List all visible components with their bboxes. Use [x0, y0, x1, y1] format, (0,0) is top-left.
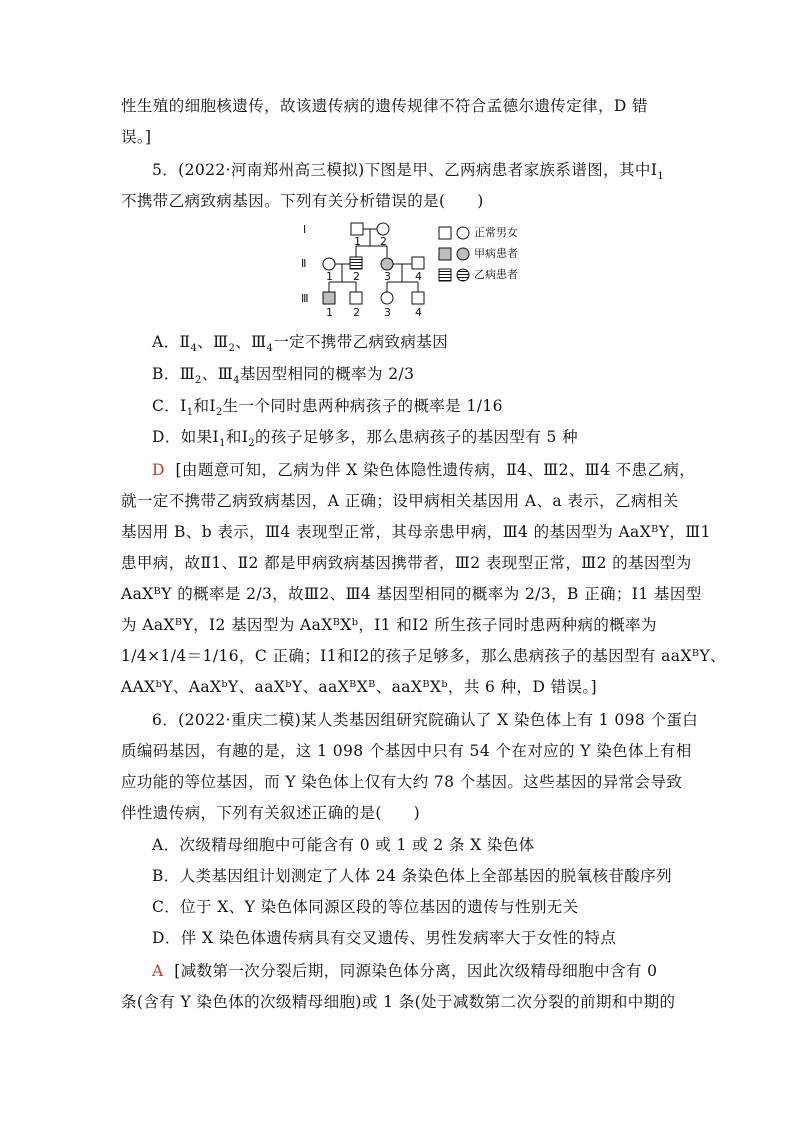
subscript: 4	[266, 343, 274, 355]
option-text: 、Ⅲ	[201, 365, 234, 383]
question-6-stem: 6．(2022·重庆二模)某人类基因组研究院确认了 X 染色体上有 1 098 个蛋白	[152, 711, 699, 729]
subscript: 2	[195, 375, 202, 387]
gen2-male-2	[350, 257, 362, 269]
subscript: 1	[219, 438, 226, 450]
gen3-male-2	[350, 292, 362, 304]
option-text: 和Ⅰ	[193, 397, 216, 415]
option-text: 的孩子足够多，那么患病孩子的基因型有 5 种	[255, 428, 579, 446]
question-5-stem-text: 5．(2022·河南郑州高三模拟)下图是甲、乙两病患者家族系谱图，其中Ⅰ	[152, 161, 658, 179]
pedigree-diagram	[296, 222, 536, 326]
gen-label-2: Ⅱ	[301, 257, 307, 270]
legend-yi-female	[457, 269, 469, 281]
option-c	[152, 396, 503, 419]
legend-yi-male	[439, 269, 451, 281]
answer-line: 基因用 B、b 表示，Ⅲ4 表现型正常，其母亲患甲病，Ⅲ4 的基因型为 AaXᴮY，Ⅲ1	[121, 523, 711, 541]
subscript: 2	[228, 343, 236, 355]
id-num: 1	[326, 306, 333, 319]
subscript: 4	[233, 375, 240, 387]
option-text: 和Ⅰ	[225, 428, 249, 446]
gen2-male-4	[412, 257, 424, 269]
option-text: 基因型相同的概率为 2/3	[239, 365, 415, 383]
legend-label-jia: 甲病患者	[474, 247, 518, 260]
text-line: 误。]	[121, 128, 152, 146]
subscript: 4	[190, 343, 198, 355]
subscript: 2	[248, 438, 256, 450]
answer-text: [减数第一次分裂后期，同源染色体分离，因此次级精母细胞中含有 0	[174, 962, 658, 980]
question-6-stem: 应功能的等位基因，而 Y 染色体上仅有大约 78 个基因。这些基因的异常会导致	[121, 773, 683, 791]
subscript: 1	[186, 407, 194, 419]
id-num: 2	[353, 306, 360, 319]
answer-line: 就一定不携带乙病致病基因，A 正确；设甲病相关基因用 A、a 表示，乙病相关	[121, 492, 679, 510]
question-6-stem: 质编码基因，有趣的是，这 1 098 个基因中只有 54 个在对应的 Y 染色体上有相	[121, 742, 692, 760]
legend-jia-female	[457, 248, 469, 260]
option-text: 生一个同时患两种病孩子的概率是 1/16	[222, 397, 503, 415]
gen3-female-3	[381, 292, 393, 304]
question-5-stem-cont: 不携带乙病致病基因。下列有关分析错误的是( )	[121, 192, 484, 210]
subscript: 1	[657, 171, 665, 183]
answer-line: 1/4×1/4＝1/16，C 正确；Ⅰ1和Ⅰ2的孩子足够多，那么患病孩子的基因型有 aaXᴮY、	[121, 647, 726, 665]
option-c: C．位于 X、Y 染色体同源区段的等位基因的遗传与性别无关	[152, 898, 579, 916]
gen1-male-1	[351, 223, 363, 235]
answer-letter: A	[152, 962, 164, 980]
text-line: 性生殖的细胞核遗传，故该遗传病的遗传规律不符合孟德尔遗传定律，D 错	[121, 97, 648, 115]
option-a: A．次级精母细胞中可能含有 0 或 1 或 2 条 X 染色体	[152, 836, 535, 854]
id-num: 3	[384, 270, 391, 283]
option-text: D．如果Ⅰ	[152, 428, 220, 446]
option-text: 、Ⅲ	[197, 333, 229, 351]
answer-line: AAXᵇY、AaXᵇY、aaXᵇY、aaXᴮXᴮ、aaXᴮXᵇ，共 6 种，D 错误。]	[121, 678, 597, 696]
id-num: 1	[354, 235, 361, 248]
answer-text: [由题意可知，乙病为伴 X 染色体隐性遗传病，Ⅱ4、Ⅲ2、Ⅲ4 不患乙病，	[175, 461, 696, 479]
gen2-female-3	[381, 258, 393, 270]
option-text: A．Ⅱ	[152, 333, 191, 351]
option-text: 、Ⅲ	[235, 333, 267, 351]
legend-normal-female	[457, 227, 469, 239]
answer-line	[152, 961, 657, 981]
legend-label-yi: 乙病患者	[474, 268, 518, 281]
gen3-male-4	[412, 292, 424, 304]
answer-line: 患甲病，故Ⅱ1、Ⅱ2 都是甲病致病基因携带者，Ⅲ2 表现型正常，Ⅲ2 的基因型为	[121, 554, 692, 572]
gen-label-1: Ⅰ	[303, 223, 307, 236]
gen1-female-2	[377, 223, 389, 235]
id-num: 2	[353, 270, 360, 283]
answer-line: AaXᴮY 的概率是 2/3，故Ⅲ2、Ⅲ4 基因型相同的概率为 2/3，B 正确；Ⅰ1 基因型	[121, 585, 702, 603]
legend-normal-male	[439, 227, 451, 239]
question-6-stem: 伴性遗传病，下列有关叙述正确的是( )	[121, 804, 421, 822]
option-text: 一定不携带乙病致病基因	[273, 333, 449, 351]
legend-jia-male	[439, 248, 451, 260]
gen2-female-1	[323, 258, 335, 270]
option-a	[152, 332, 449, 355]
answer-line: 条(含有 Y 染色体的次级精母细胞)或 1 条(处于减数第二次分裂的前期和中期的	[121, 993, 676, 1011]
gen-label-3: Ⅲ	[301, 292, 309, 305]
answer-line	[152, 460, 695, 480]
option-text: C．Ⅰ	[152, 397, 187, 415]
subscript: 2	[215, 407, 223, 419]
option-b	[152, 364, 415, 387]
question-5-stem	[152, 160, 665, 183]
id-num: 4	[415, 270, 422, 283]
id-num: 4	[415, 306, 422, 319]
answer-line: 为 AaXᴮY，Ⅰ2 基因型为 AaXᴮXᵇ，Ⅰ1 和Ⅰ2 所生孩子同时患两种病的概率为	[121, 616, 657, 634]
option-text: B．Ⅲ	[152, 365, 196, 383]
option-d: D．伴 X 染色体遗传病具有交叉遗传、男性发病率大于女性的特点	[152, 929, 617, 947]
legend-label-normal: 正常男女	[474, 226, 518, 239]
answer-letter: D	[152, 461, 165, 479]
id-num: 2	[380, 235, 387, 248]
id-num: 3	[384, 306, 391, 319]
option-b: B．人类基因组计划测定了人体 24 条染色体上全部基因的脱氧核苷酸序列	[152, 867, 672, 885]
option-d	[152, 427, 579, 450]
gen3-male-1	[323, 292, 335, 304]
id-num: 1	[326, 270, 333, 283]
